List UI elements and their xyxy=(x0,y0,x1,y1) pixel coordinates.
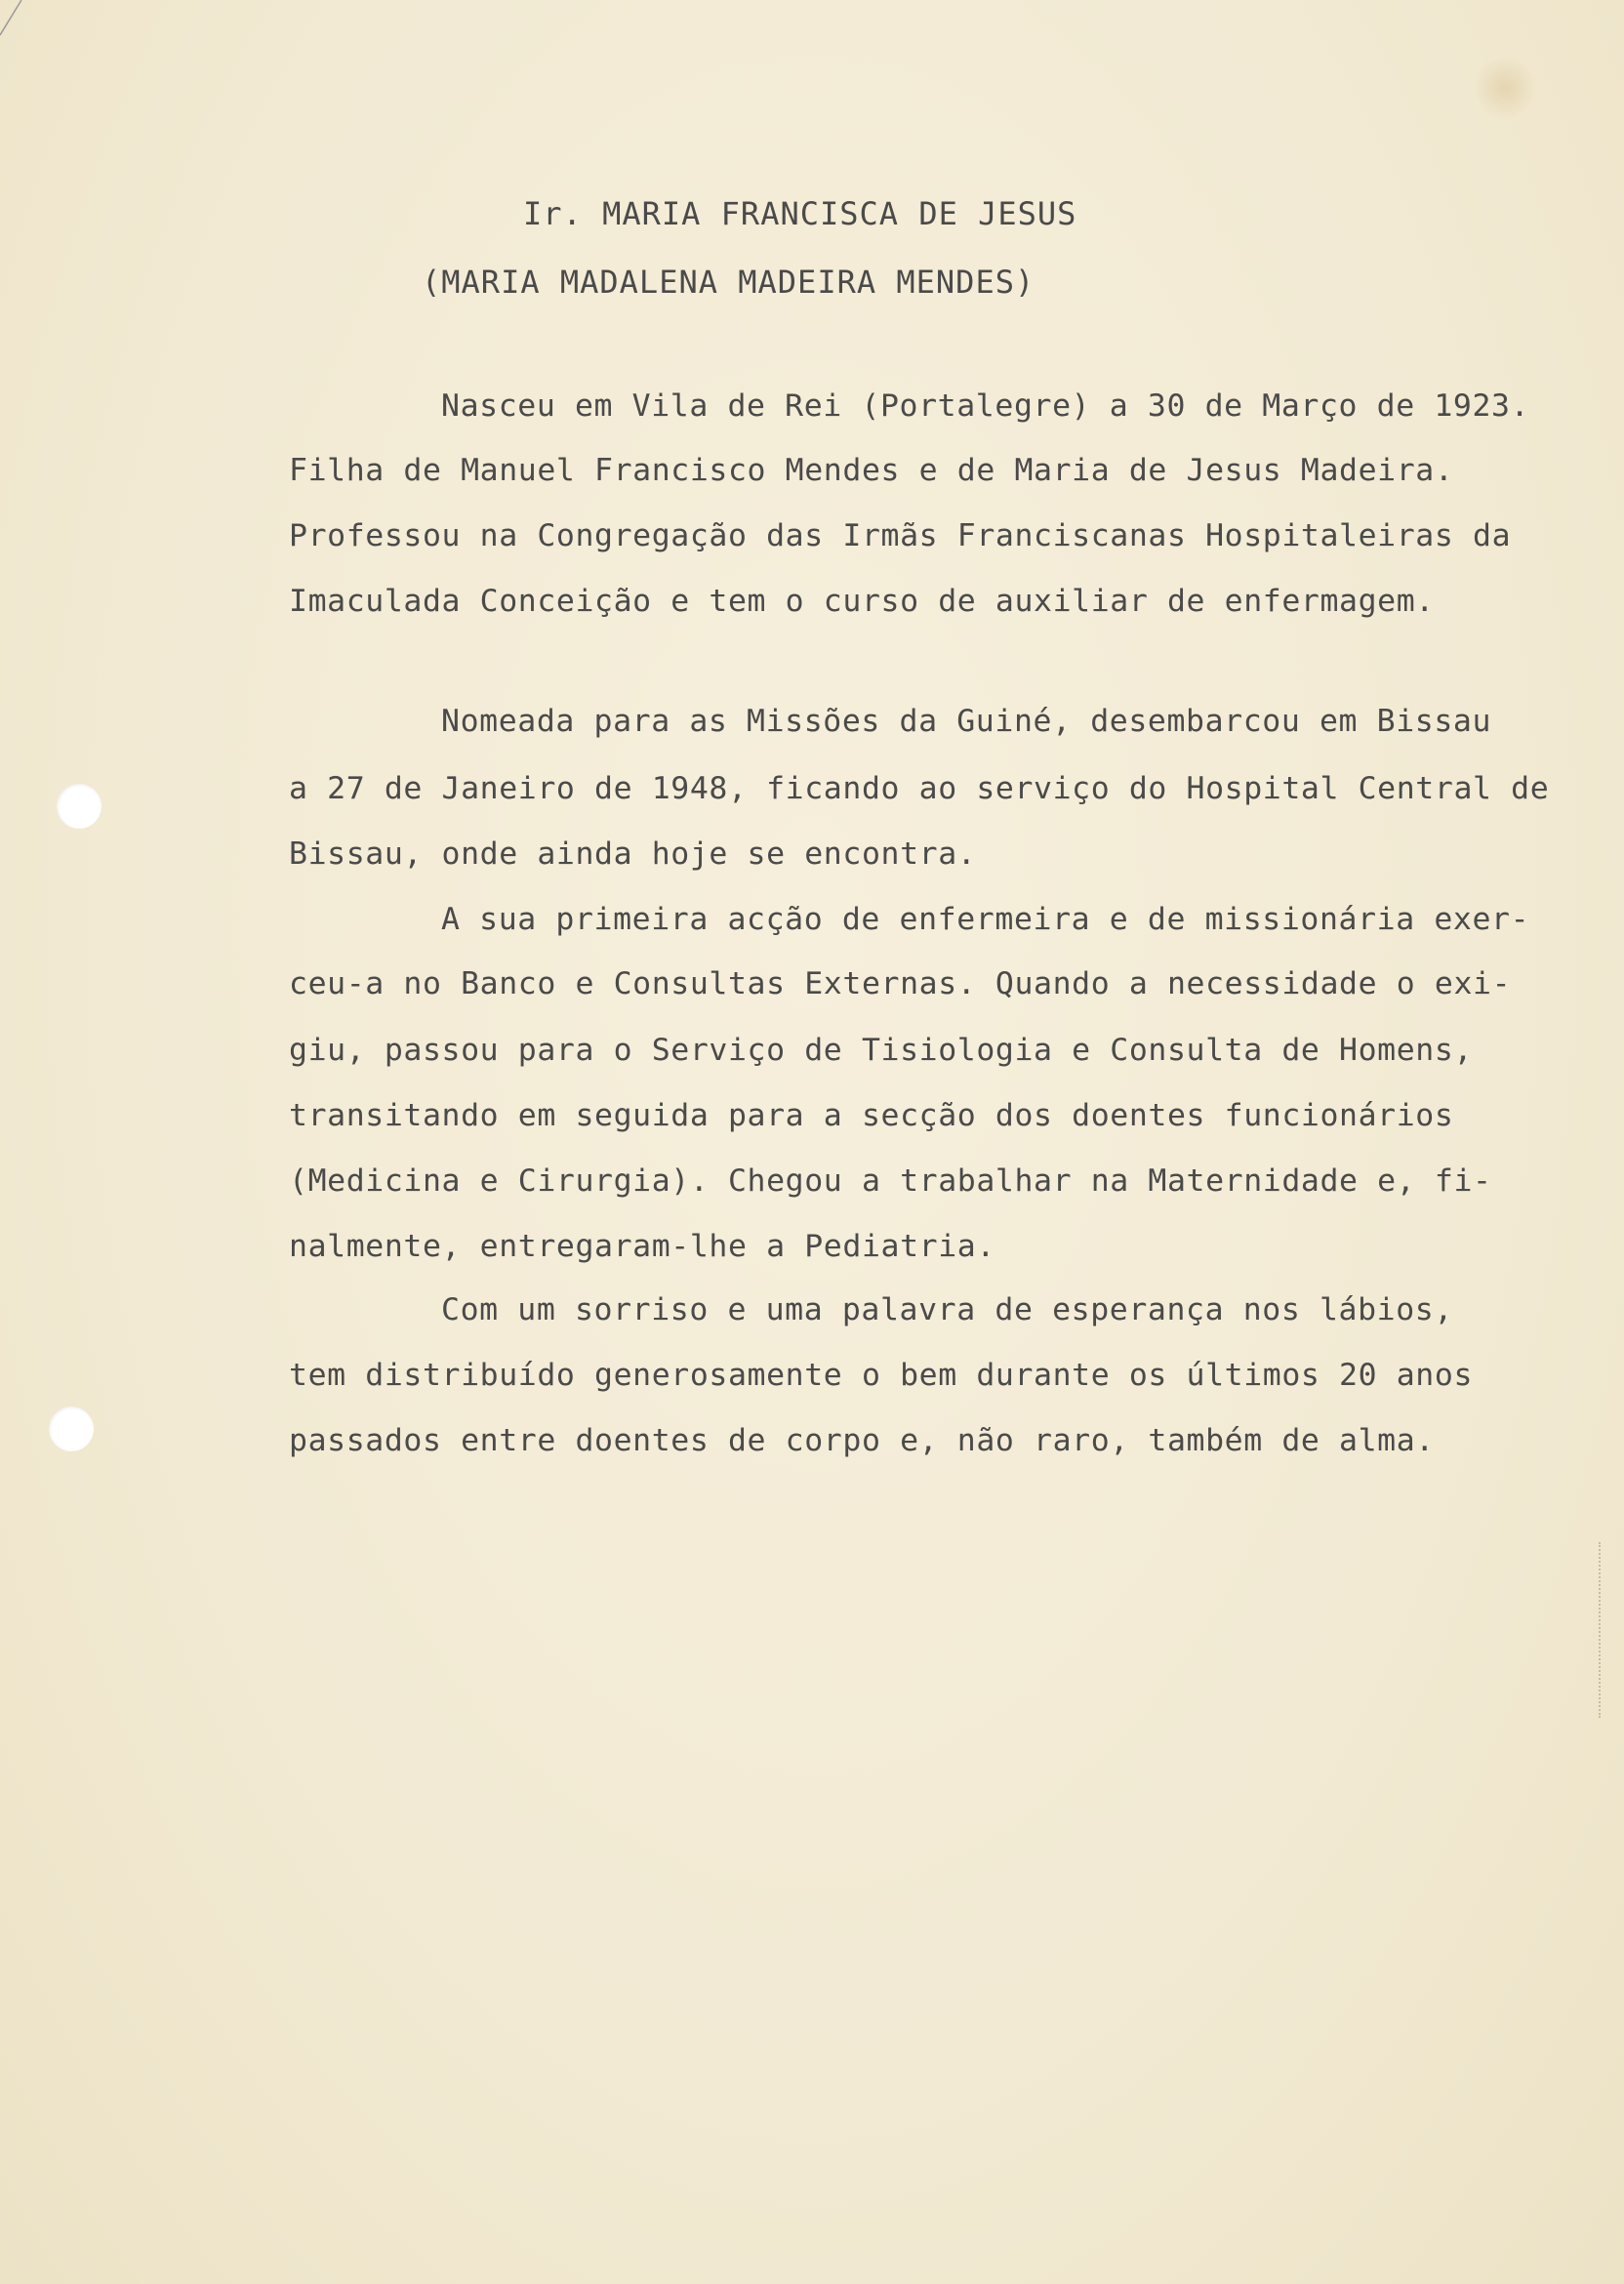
text-line: Professou na Congregação das Irmãs Franciscanas Hospitaleiras da xyxy=(289,518,1512,553)
text-line: giu, passou para o Serviço de Tisiologia e Consulta de Homens, xyxy=(289,1033,1474,1068)
folded-corner xyxy=(0,0,39,39)
text-line: Filha de Manuel Francisco Mendes e de Maria de Jesus Madeira. xyxy=(289,453,1454,488)
punch-hole-bottom xyxy=(49,1407,94,1451)
text-line: tem distribuído generosamente o bem durante os últimos 20 anos xyxy=(289,1358,1474,1393)
edge-marks xyxy=(1593,1542,1601,1718)
text-line: transitando em seguida para a secção dos doentes funcionários xyxy=(289,1098,1454,1133)
text-line: Nasceu em Vila de Rei (Portalegre) a 30 de Março de 1923. xyxy=(441,388,1530,424)
text-line: Com um sorriso e uma palavra de esperança nos lábios, xyxy=(441,1292,1453,1327)
document-subtitle: (MARIA MADALENA MADEIRA MENDES) xyxy=(422,264,1035,301)
paper-stain xyxy=(1476,54,1534,122)
text-line: Imaculada Conceição e tem o curso de auxiliar de enfermagem. xyxy=(289,584,1435,619)
text-line: (Medicina e Cirurgia). Chegou a trabalhar na Maternidade e, fi- xyxy=(289,1163,1492,1199)
text-line: A sua primeira acção de enfermeira e de missionária exer- xyxy=(441,902,1530,937)
document-title: Ir. MARIA FRANCISCA DE JESUS xyxy=(523,195,1077,232)
text-line: passados entre doentes de corpo e, não raro, também de alma. xyxy=(289,1423,1435,1458)
text-line: Nomeada para as Missões da Guiné, desembarcou em Bissau xyxy=(441,704,1492,739)
text-line: Bissau, onde ainda hoje se encontra. xyxy=(289,836,977,872)
punch-hole-top xyxy=(57,784,102,829)
text-line: a 27 de Janeiro de 1948, ficando ao serviço do Hospital Central de xyxy=(289,771,1550,806)
text-line: ceu-a no Banco e Consultas Externas. Quando a necessidade o exi- xyxy=(289,966,1512,1001)
text-line: nalmente, entregaram-lhe a Pediatria. xyxy=(289,1229,995,1264)
